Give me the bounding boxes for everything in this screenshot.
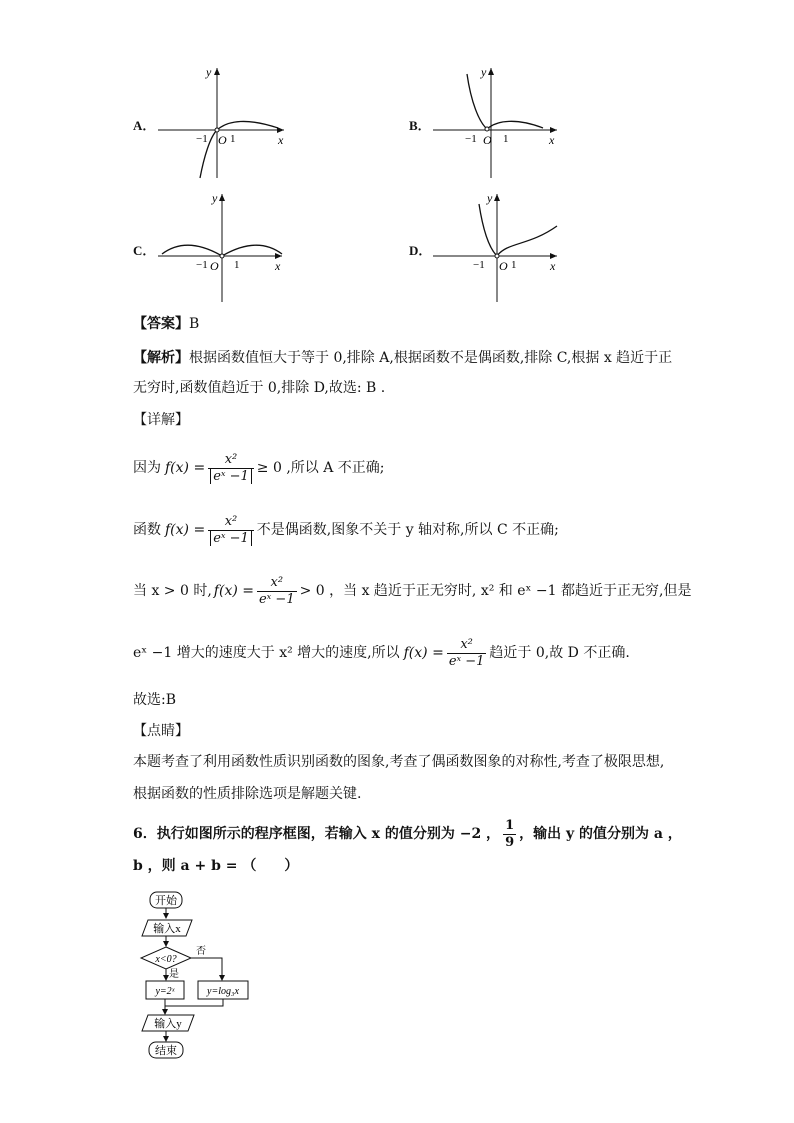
detail-l4-fx: f(x) = — [403, 645, 444, 661]
option-d-neg1: −1 — [473, 259, 485, 271]
detail-l1-num: x² — [224, 451, 238, 467]
question6-line-1 — [133, 812, 682, 856]
remark-line-2: 根据函数的性质排除选项是解题关键. — [133, 786, 362, 802]
detail-l4-post: 趋近于 0,故 D 不正确. — [489, 645, 630, 661]
option-a-x: x — [278, 133, 284, 147]
question6-line-2: b ，则 a + b = （ ） — [133, 858, 299, 874]
flow-output-text: 输入y — [154, 1018, 182, 1030]
option-b-neg1: −1 — [465, 133, 477, 145]
option-c-pos1: 1 — [234, 259, 240, 271]
detail-l3-num: x² — [270, 574, 284, 590]
flow-end-text: 结束 — [155, 1045, 177, 1057]
detail-l1-den: eˣ −1 — [210, 469, 252, 484]
flow-input-text: 输入x — [153, 923, 181, 935]
option-d-pos1: 1 — [511, 259, 517, 271]
option-c-graph — [158, 190, 288, 305]
detail-l2-pre: 函数 — [133, 522, 161, 538]
detail-line-4 — [133, 630, 630, 676]
option-a-label: A． — [133, 118, 156, 133]
option-d-o: O — [499, 259, 508, 273]
detail-l3-fx: f(x) = — [213, 583, 254, 599]
option-b-x: x — [549, 133, 555, 147]
detail-l2-fx: f(x) = — [165, 522, 206, 538]
remark-tag: 【点睛】 — [133, 723, 189, 739]
flow-yes-label: 是 — [169, 969, 179, 980]
flow-no-label: 否 — [196, 946, 206, 957]
answer-line — [133, 314, 199, 334]
detail-l3-pre: 当 x > 0 时, — [133, 583, 212, 599]
question6-fraction — [503, 818, 516, 851]
analysis-text-2: 无穷时,函数值趋近于 0,排除 D,故选: B . — [133, 380, 386, 396]
option-a-y: y — [206, 65, 212, 79]
question6-text-pre: 6．执行如图所示的程序框图，若输入 x 的值分别为 −2 ， — [133, 826, 501, 842]
detail-line-1 — [133, 444, 385, 492]
detail-l1-fx: f(x) = — [165, 460, 206, 476]
analysis-tag: 【解析】 — [133, 350, 189, 366]
question6-frac-den: 9 — [505, 834, 515, 850]
analysis-text-1: 根据函数值恒大于等于 0,排除 A,根据函数不是偶函数,排除 C,根据 x 趋近于正 — [189, 350, 673, 366]
flow-right-text: y=log₃x — [207, 986, 239, 997]
detail-l4-den: eˣ −1 — [448, 653, 485, 669]
option-d-y: y — [487, 191, 493, 205]
option-b-label: B． — [409, 118, 431, 133]
detail-conclusion: 故选:B — [133, 692, 177, 708]
detail-l3-fraction — [257, 575, 297, 608]
question6-text-post: ，输出 y 的值分别为 a ， — [519, 826, 682, 842]
detail-line-3 — [133, 568, 691, 614]
detail-l2-den: eˣ −1 — [210, 531, 252, 546]
option-b-y: y — [481, 65, 487, 79]
option-d-graph — [433, 190, 563, 305]
option-b-o: O — [483, 133, 492, 147]
detail-l1-fraction — [208, 452, 254, 485]
option-c-x: x — [275, 259, 281, 273]
detail-l2-post: 不是偶函数,图象不关于 y 轴对称,所以 C 不正确; — [256, 522, 559, 538]
remark-line-1: 本题考查了利用函数性质识别函数的图象,考查了偶函数图象的对称性,考查了极限思想, — [133, 754, 665, 770]
option-a-graph — [158, 62, 288, 180]
detail-l4-num: x² — [460, 636, 473, 652]
detail-l3-post: > 0 ，当 x 趋近于正无穷时, x² 和 eˣ −1 都趋近于正无穷,但是 — [299, 583, 692, 599]
detail-l2-num: x² — [224, 513, 238, 529]
option-c-label: C． — [133, 243, 156, 258]
option-c-o: O — [210, 259, 219, 273]
flow-left-text: y=2ˣ — [155, 986, 175, 997]
option-d-label: D． — [409, 243, 432, 258]
detail-l4-fraction — [447, 637, 487, 670]
detail-l4-pre: eˣ −1 增大的速度大于 x² 增大的速度,所以 — [133, 645, 400, 661]
option-a-pos1: 1 — [230, 133, 236, 145]
option-b-pos1: 1 — [503, 133, 509, 145]
option-a-o: O — [218, 133, 227, 147]
detail-l2-fraction — [208, 514, 254, 547]
flowchart — [136, 886, 266, 1064]
detail-line-2 — [133, 506, 559, 554]
option-b-graph — [433, 62, 563, 180]
analysis-line-1 — [133, 348, 672, 368]
detail-l3-den: eˣ −1 — [258, 591, 295, 607]
flow-start-text: 开始 — [155, 895, 177, 907]
option-d-x: x — [550, 259, 556, 273]
option-a-neg1: −1 — [196, 133, 208, 145]
question6-frac-num: 1 — [505, 817, 515, 833]
detail-l1-pre: 因为 — [133, 460, 161, 476]
answer-value: B — [189, 316, 200, 332]
option-c-neg1: −1 — [196, 259, 208, 271]
answer-tag: 【答案】 — [133, 316, 189, 332]
option-c-y: y — [212, 191, 218, 205]
detail-l1-post: ≥ 0 ,所以 A 不正确; — [256, 460, 385, 476]
flow-decision-text: x<0? — [155, 954, 177, 965]
detail-tag: 【详解】 — [133, 412, 189, 428]
